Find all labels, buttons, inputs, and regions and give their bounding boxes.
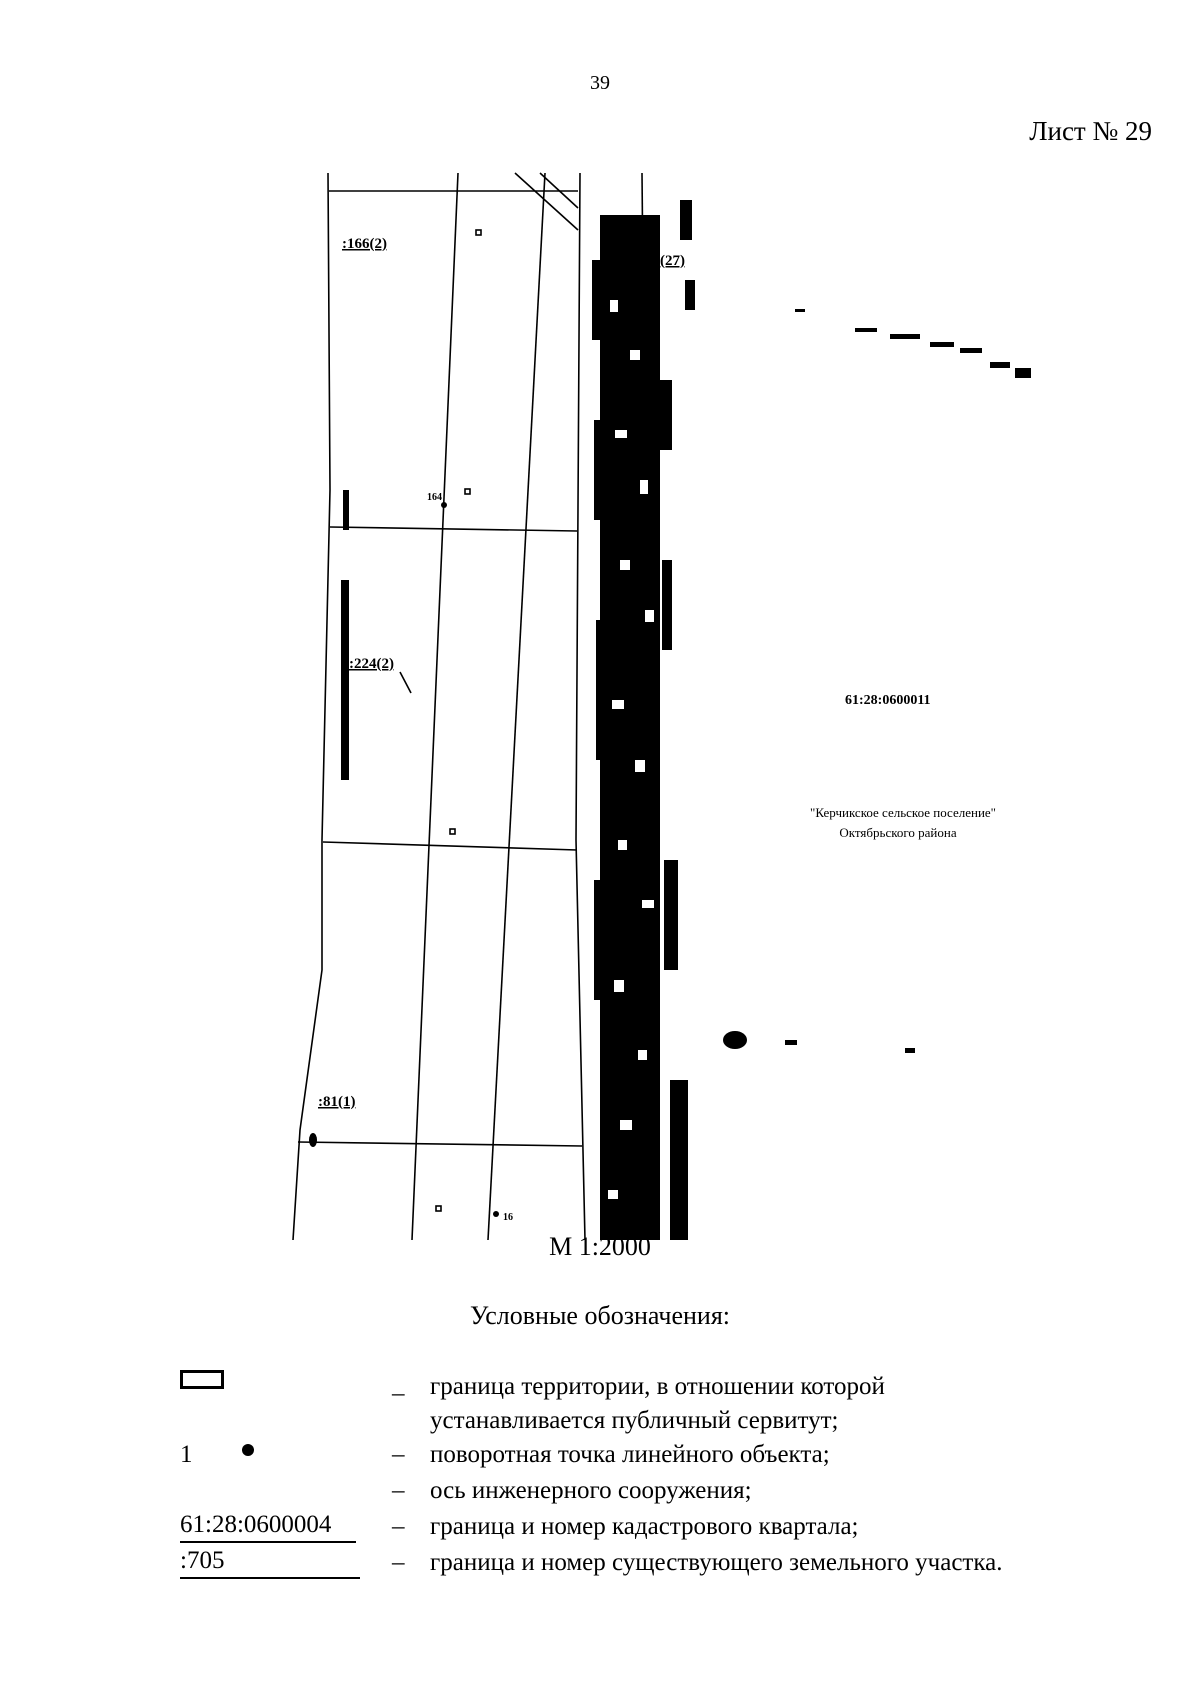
legend-dash: – bbox=[392, 1549, 405, 1576]
legend-item-quarter bbox=[0, 1510, 1200, 1544]
legend-symbol-text: 1 bbox=[180, 1438, 193, 1472]
boundary-rectangle-icon bbox=[180, 1368, 224, 1396]
legend-description: граница и номер существующего земельного участка. bbox=[430, 1549, 1003, 1576]
parcel-label: :27(27) bbox=[640, 253, 685, 269]
survey-markers bbox=[436, 230, 481, 1211]
legend-item-axis bbox=[0, 1474, 1200, 1508]
legend-item-turning-point bbox=[0, 1438, 1200, 1472]
point-dot-icon bbox=[242, 1444, 254, 1456]
parcel-label: :81(1) bbox=[318, 1094, 356, 1110]
page-number: 39 bbox=[590, 72, 610, 94]
vegetation-band bbox=[592, 200, 695, 1240]
turning-points bbox=[441, 502, 499, 1217]
legend-description: граница территории, в отношении которой bbox=[430, 1373, 885, 1400]
settlement-label bbox=[810, 805, 996, 840]
legend-description: ось инженерного сооружения; bbox=[430, 1477, 752, 1504]
svg-text:Октябрьского района: Октябрьского района bbox=[839, 825, 957, 840]
svg-text:"Керчикское сельское поселение: "Керчикское сельское поселение" bbox=[810, 805, 996, 820]
map-scale: М 1:2000 bbox=[549, 1232, 651, 1261]
cadastral-quarter-number: 61:28:0600011 bbox=[845, 693, 931, 708]
parcel-label: :224(2) bbox=[349, 656, 394, 672]
legend-item-boundary-cont bbox=[0, 1404, 1200, 1438]
parcel-label: :166(2) bbox=[342, 236, 387, 252]
legend-dash: – bbox=[392, 1513, 405, 1540]
point-label: 164 bbox=[427, 492, 442, 503]
legend-description: граница и номер кадастрового квартала; bbox=[430, 1513, 859, 1540]
left-strip bbox=[309, 490, 349, 1147]
legend-dash: – bbox=[392, 1380, 405, 1407]
sheet-label: Лист № 29 bbox=[1029, 116, 1152, 146]
legend-symbol-text: :705 bbox=[180, 1546, 360, 1579]
noise-dashes bbox=[723, 309, 1031, 1053]
legend-dash: – bbox=[392, 1477, 405, 1504]
legend-title: Условные обозначения: bbox=[469, 1301, 731, 1330]
legend-description: поворотная точка линейного объекта; bbox=[430, 1441, 830, 1468]
legend-item-parcel bbox=[0, 1546, 1200, 1580]
legend-item-boundary bbox=[0, 1370, 1200, 1407]
point-label: 16 bbox=[503, 1212, 513, 1223]
legend-symbol-text: 61:28:0600004 bbox=[180, 1510, 356, 1543]
legend-description: устанавливается публичный сервитут; bbox=[430, 1407, 839, 1434]
legend-dash: – bbox=[392, 1441, 405, 1468]
